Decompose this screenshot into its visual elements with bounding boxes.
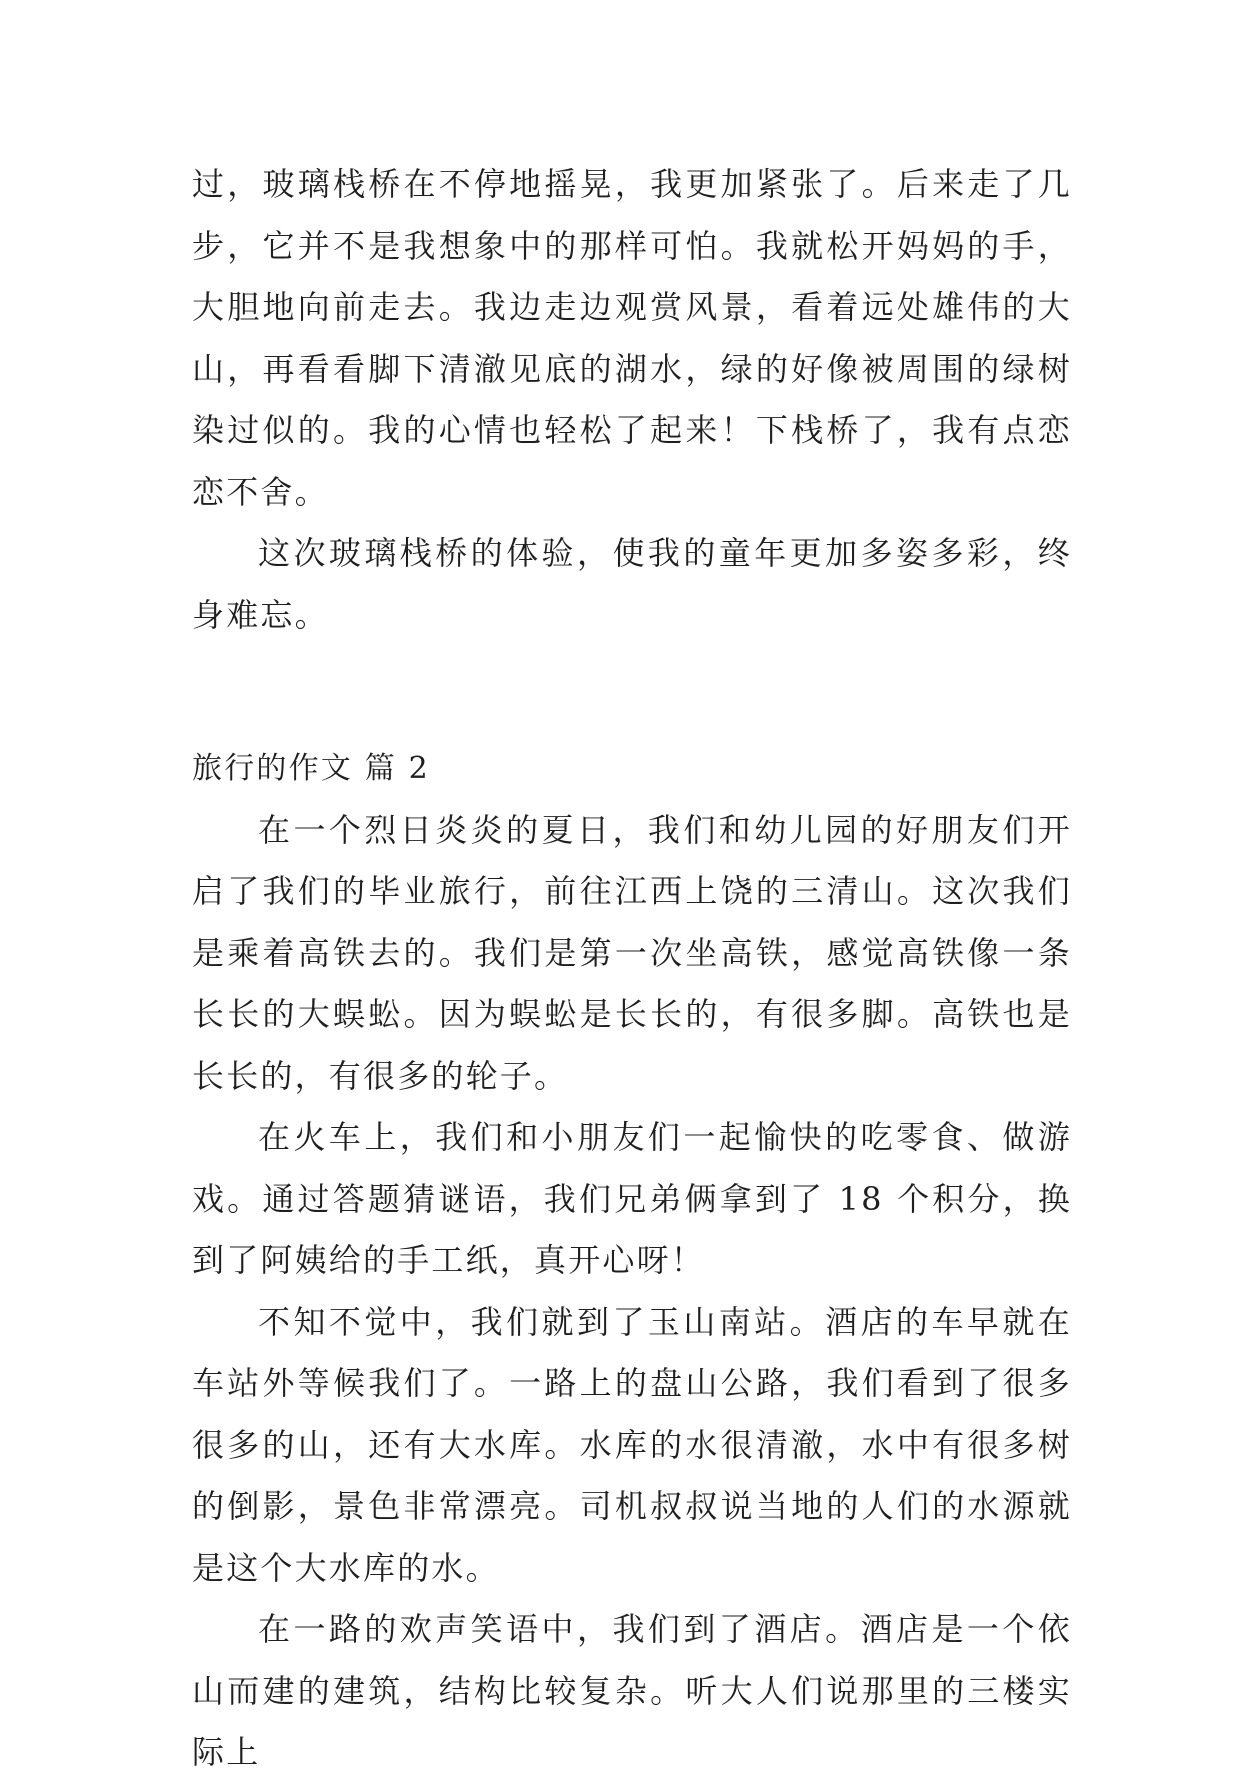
paragraph-glass-bridge-conclusion: 这次玻璃栈桥的体验，使我的童年更加多姿多彩，终身难忘。 <box>192 534 1072 634</box>
section-title: 旅行的作文 篇 2 <box>192 751 430 786</box>
paragraph-glass-bridge-walk: 过，玻璃栈桥在不停地摇晃，我更加紧张了。后来走了几步，它并不是我想象中的那样可怕。我就松开妈妈的手，大胆地向前走去。我边走边观赏风景，看着远处雄伟的大山，再看看脚下清澈见底的湖水，绿的好像被周围的绿树染过似的。我的心情也轻松了起来！下栈桥了，我有点恋恋不舍。 <box>192 165 1072 511</box>
paragraph-graduation-trip: 在一个烈日炎炎的夏日，我们和幼儿园的好朋友们开启了我们的毕业旅行，前往江西上饶的三清山。这次我们是乘着高铁去的。我们是第一次坐高铁，感觉高铁像一条长长的大蜈蚣。因为蜈蚣是长长的，有很多脚。高铁也是长长的，有很多的轮子。 <box>192 810 1072 1095</box>
paragraph-hotel: 在一路的欢声笑语中，我们到了酒店。酒店是一个依山而建的建筑，结构比较复杂。听大人们说那里的三楼实际上 <box>192 1610 1072 1771</box>
paragraph-yushan-station: 不知不觉中，我们就到了玉山南站。酒店的车早就在车站外等候我们了。一路上的盘山公路，我们看到了很多很多的山，还有大水库。水库的水很清澈，水中有很多树的倒影，景色非常漂亮。司机叔叔说当地的人们的水源就是这个大水库的水。 <box>192 1302 1072 1587</box>
paragraph-on-train: 在火车上，我们和小朋友们一起愉快的吃零食、做游戏。通过答题猜谜语，我们兄弟俩拿到了 18 个积分，换到了阿姨给的手工纸，真开心呀！ <box>192 1118 1072 1279</box>
document-body <box>192 154 1072 1784</box>
